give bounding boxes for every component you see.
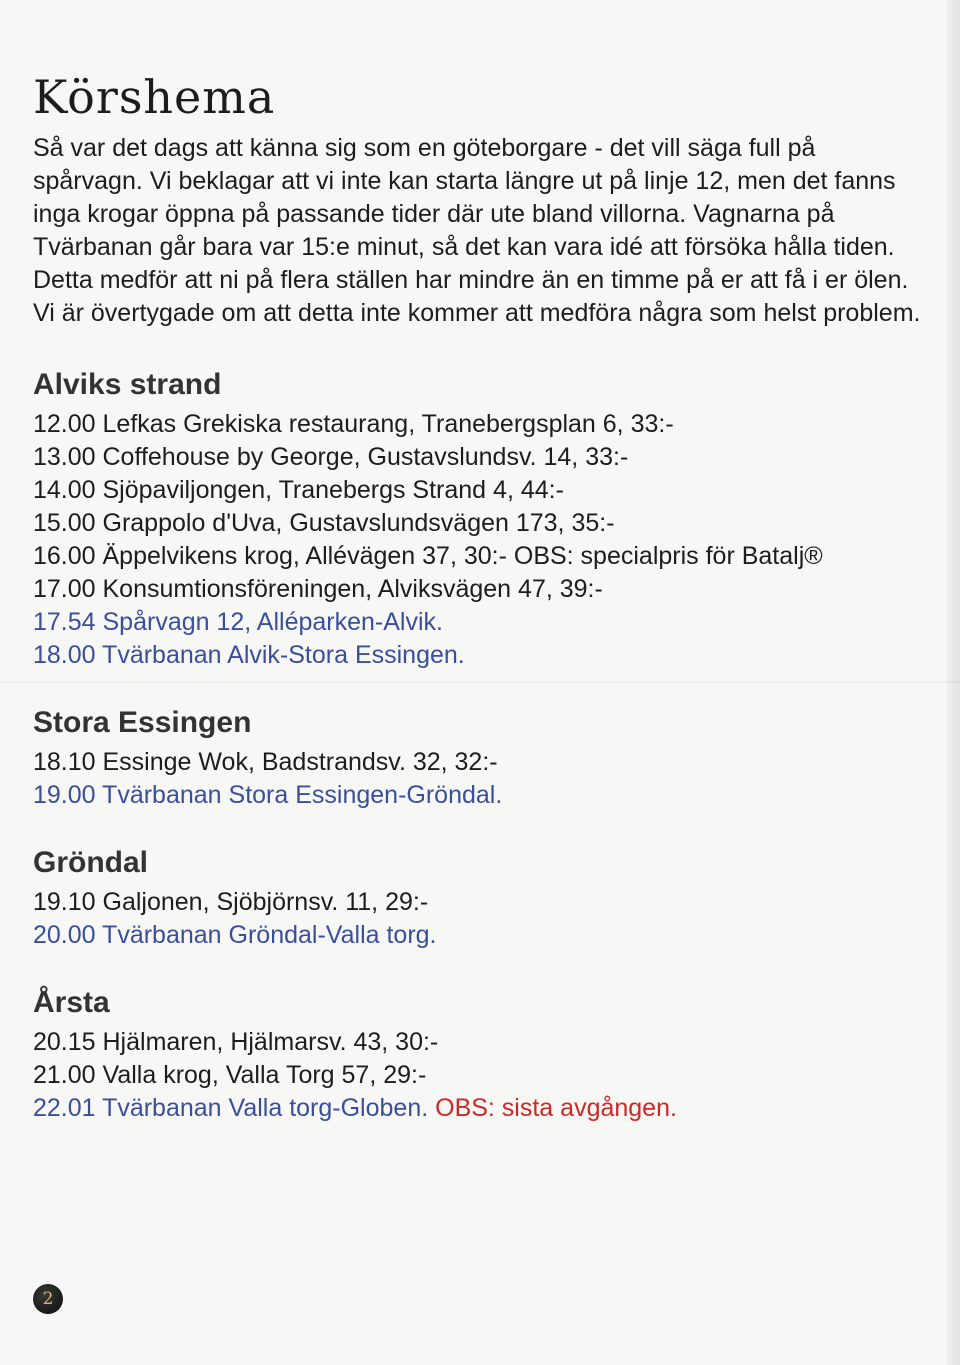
- transit-entry: [33, 1092, 923, 1125]
- last-departure-warning: OBS: sista avgången.: [435, 1094, 677, 1122]
- schedule-entry: 21.00 Valla krog, Valla Torg 57, 29:-: [33, 1061, 427, 1089]
- schedule-entry: 15.00 Grappolo d'Uva, Gustavslundsvägen 173, 35:-: [33, 509, 615, 537]
- section-heading: Stora Essingen: [33, 706, 252, 739]
- schedule-list: [33, 746, 923, 812]
- transit-entry: 17.54 Spårvagn 12, Alléparken-Alvik.: [33, 608, 443, 636]
- schedule-entry: 16.00 Äppelvikens krog, Allévägen 37, 30:- OBS: specialpris för Batalj®: [33, 542, 823, 570]
- transit-entry: 20.00 Tvärbanan Gröndal-Valla torg.: [33, 921, 437, 949]
- transit-entry-text: 22.01 Tvärbanan Valla torg-Globen.: [33, 1094, 429, 1122]
- section-arsta: [33, 984, 923, 1125]
- schedule-entry: 14.00 Sjöpaviljongen, Tranebergs Strand 4, 44:-: [33, 476, 564, 504]
- page-title: Körshema: [33, 70, 276, 124]
- intro-paragraph: Så var det dags att känna sig som en göteborgare - det vill säga full på spårvagn. Vi beklagar att vi inte kan starta längre ut på linje 12, men det fanns inga krogar öppna på passande tider där ute bland villorna. Vagnarna på Tvärbanan går bara var 15:e minut, så det kan vara idé att försöka hålla tiden. Detta medför att ni på flera ställen har mindre än en timme på er att få i er ölen. Vi är övertygade om att detta inte kommer att medföra några som helst problem.: [33, 134, 921, 327]
- schedule-list: [33, 1026, 923, 1125]
- section-stora-essingen: [33, 704, 923, 812]
- schedule-entry: 13.00 Coffehouse by George, Gustavslundsv. 14, 33:-: [33, 443, 629, 471]
- section-heading: Alviks strand: [33, 368, 222, 401]
- schedule-entry: 19.10 Galjonen, Sjöbjörnsv. 11, 29:-: [33, 888, 429, 916]
- schedule-list: [33, 886, 923, 952]
- schedule-list: [33, 408, 923, 672]
- document-body: [33, 68, 923, 1125]
- section-heading: Årsta: [33, 986, 110, 1019]
- transit-entry: 18.00 Tvärbanan Alvik-Stora Essingen.: [33, 641, 465, 669]
- page-number-badge: 2: [33, 1284, 63, 1314]
- schedule-entry: 17.00 Konsumtionsföreningen, Alviksvägen 47, 39:-: [33, 575, 603, 603]
- schedule-entry: 20.15 Hjälmaren, Hjälmarsv. 43, 30:-: [33, 1028, 439, 1056]
- section-grondal: [33, 844, 923, 952]
- schedule-entry: 18.10 Essinge Wok, Badstrandsv. 32, 32:-: [33, 748, 498, 776]
- section-heading: Gröndal: [33, 846, 149, 879]
- transit-entry: 19.00 Tvärbanan Stora Essingen-Gröndal.: [33, 781, 503, 809]
- section-alviks-strand: [33, 366, 923, 672]
- schedule-entry: 12.00 Lefkas Grekiska restaurang, Tranebergsplan 6, 33:-: [33, 410, 674, 438]
